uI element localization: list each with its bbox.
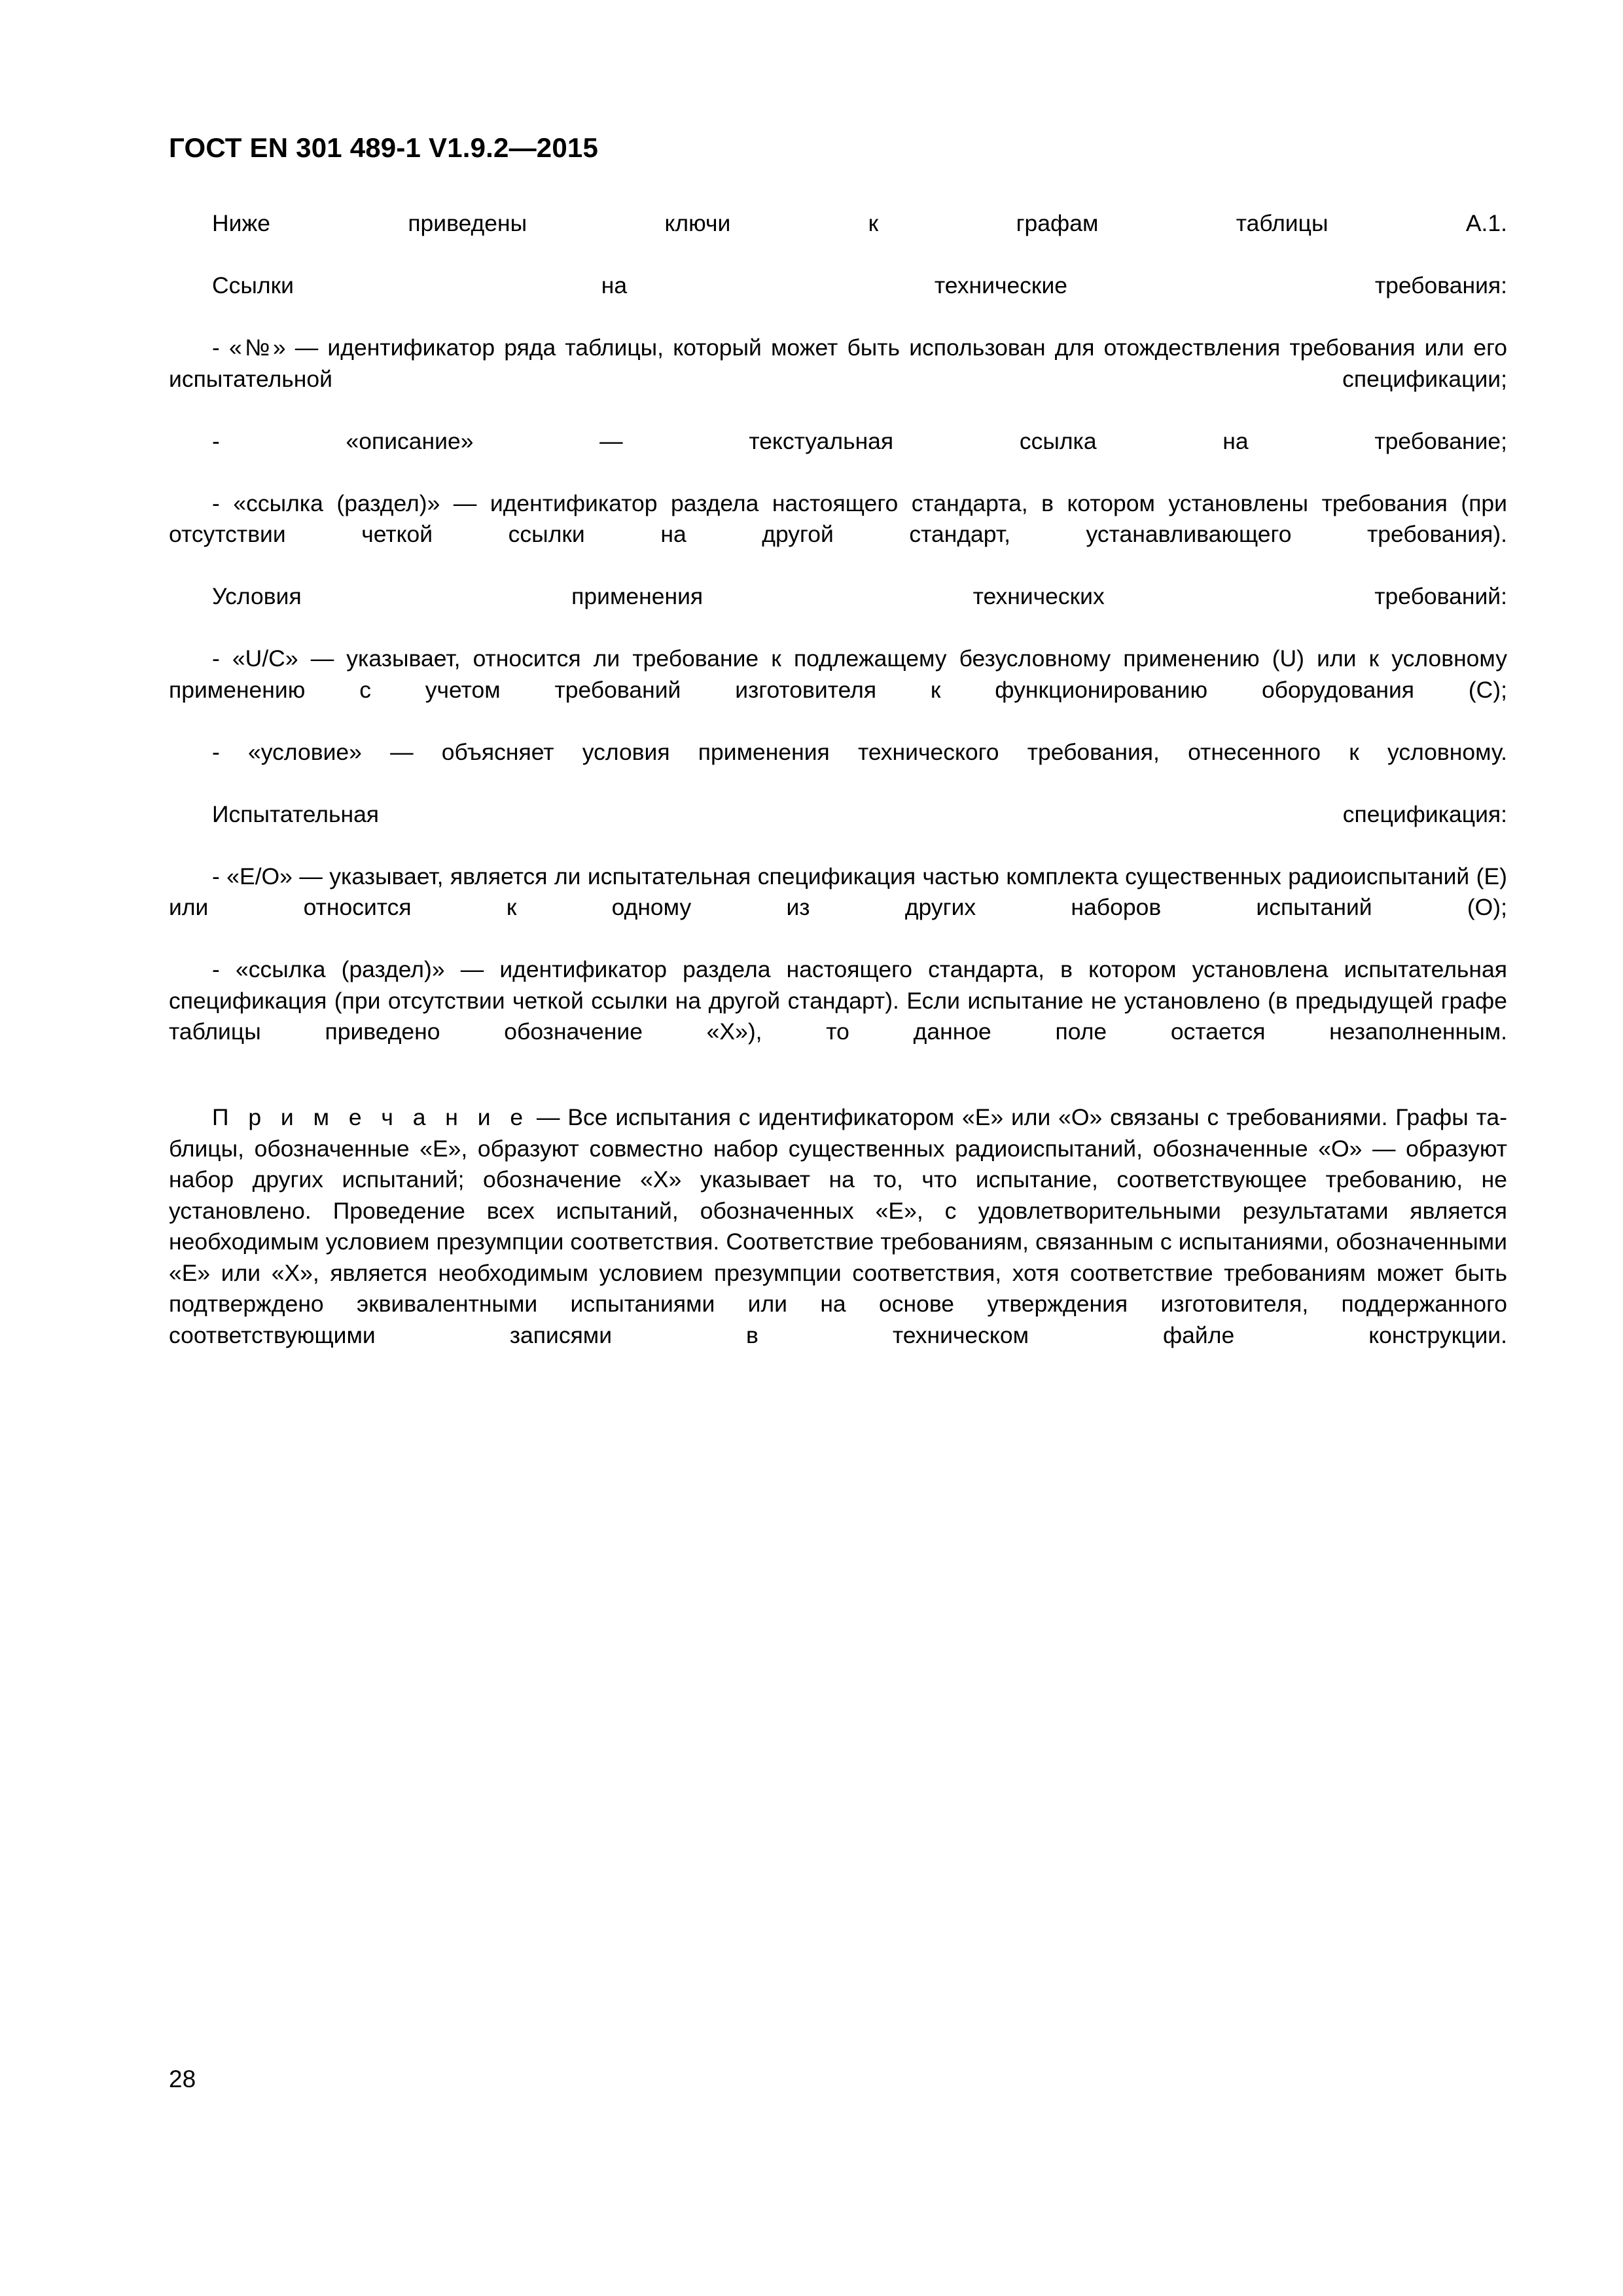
page-number: 28 [169, 2066, 196, 2092]
main-text-column [169, 208, 1507, 1382]
paragraph-item-number: - «№» — идентификатор ряда таблицы, который может быть использован для отождествления требования или его испытательной спецификации; [169, 334, 1507, 392]
note-label: П р и м е ч а н и е [212, 1104, 529, 1130]
paragraph-item-condition: - «условие» — объясняет условия применения технического требования, отнесенного к условному. [212, 738, 1507, 765]
paragraph-item-description: - «описание» — текстуальная ссылка на требование; [212, 427, 1507, 454]
running-head: ГОСТ EN 301 489-1 V1.9.2—2015 [169, 132, 599, 163]
note-dash: — [529, 1104, 568, 1130]
paragraph-item-testref-clause: - «ссылка (раздел)» — идентификатор раздела настоящего стандарта, в котором установлена испытательная спецификация (при отсутствии четкой ссылки на другой стандарт). Если испытание не установлено (в предыдущей графе таблицы приведено обозначение «X»), то данное поле остается незаполненным. [169, 956, 1507, 1045]
paragraph-refs-heading: Ссылки на технические требования: [212, 272, 1507, 298]
note-paragraph [169, 1102, 1507, 1382]
paragraph-item-reference-clause: - «ссылка (раздел)» — идентификатор раздела настоящего стандарта, в котором установлены требования (при отсутствии четкой ссылки на другой стандарт, устанавливающего требования). [169, 490, 1507, 547]
paragraph-testspec-heading: Испытательная спецификация: [212, 800, 1507, 827]
paragraph-intro-keys: Ниже приведены ключи к графам таблицы А.1. [212, 210, 1507, 236]
paragraph-item-eo: - «E/O» — указывает, является ли испытательная спецификация частью комплекта существенных радиоиспытаний (E) или относится к одному из других наборов испытаний (O); [169, 863, 1507, 920]
note-text: Все испытания с идентификатором «E» или «O» связаны с требованиями. Графы таблицы, обозначенные «E», образуют совместно набор существенных радиоиспытаний, обозначенные «O» — образуют набор других испытаний; обозначение «X» указывает на то, что испытание, соответствующее требованию, не установлено. Проведение всех испытаний, обозначенных «E», с удовлетворительными результатами является необходимым условием презумпции соответствия. Соответствие требованиям, связанным с испытаниями, обозначенными «E» или «X», является необходимым условием презумпции соответствия, хотя соответствие требованиям может быть подтверждено эквивалентными испытаниями или на основе утверждения изготовителя, поддержанного соответствующими записями в техническом файле конструкции. [169, 1104, 1508, 1348]
paragraph-conditions-heading: Условия применения технических требований: [212, 583, 1507, 609]
paragraph-item-uc: - «U/C» — указывает, относится ли требование к подлежащему безусловному применению (U) или к условному применению с учетом требований изготовителя к функционированию оборудования (C); [169, 645, 1507, 703]
